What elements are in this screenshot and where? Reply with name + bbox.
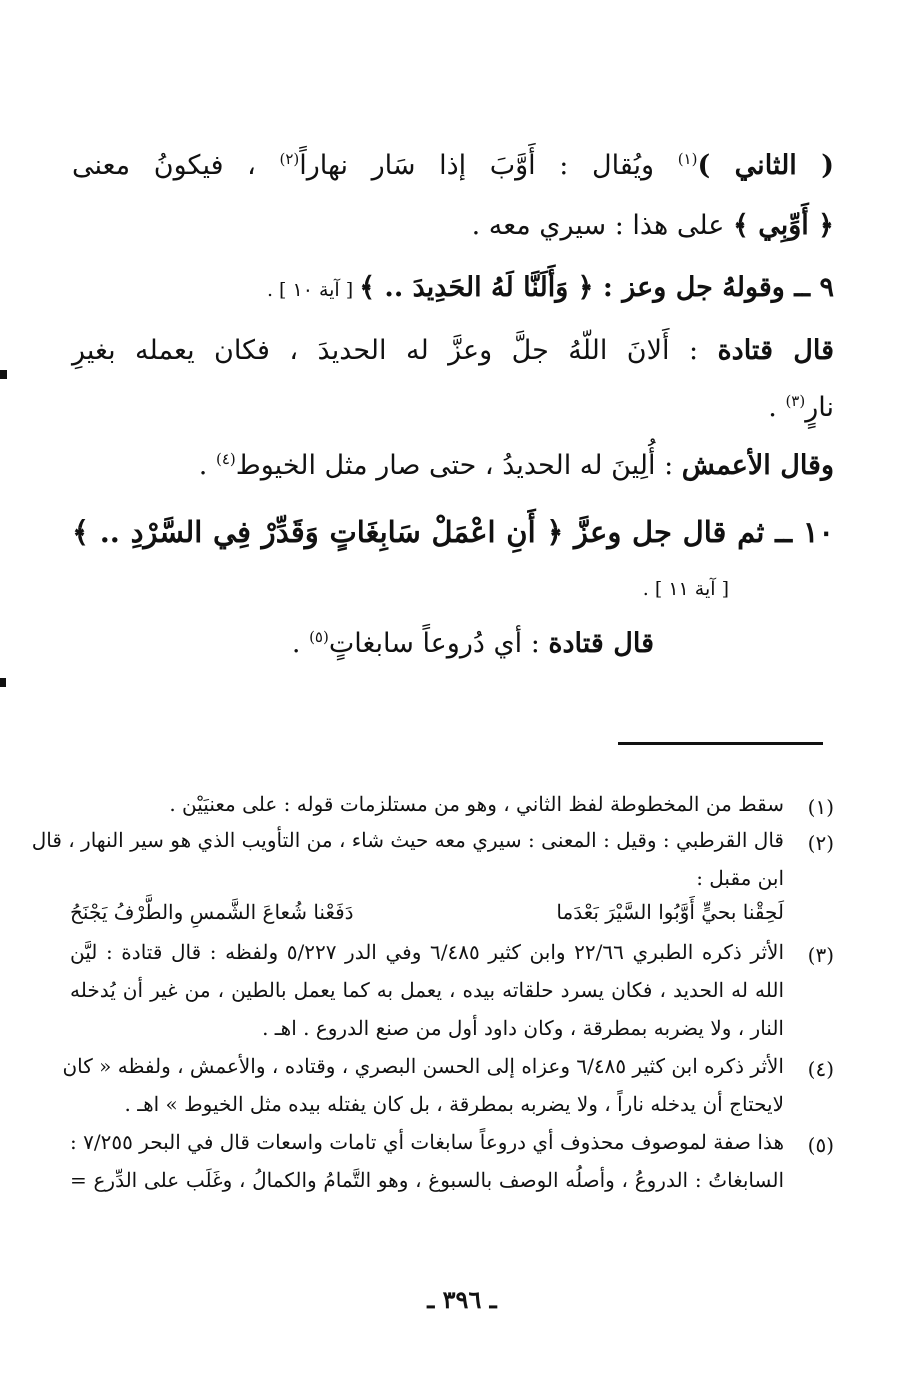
page-number: ـ ٣٩٦ ـ (427, 1285, 497, 1314)
footnote-2-line-1: قال القرطبي : وقيل : المعنى : سيري معه حيث شاء ، من التأويب الذي هو سير النهار ، قال (31, 828, 784, 852)
text-span: ويُقال : أَوَّبَ إذا سَار نهاراً (299, 150, 678, 181)
body-line-9 (292, 628, 654, 659)
text-span: : أُلِينَ له الحديدُ ، حتى صار مثل الخيوط (235, 450, 682, 481)
text-span: . (291, 628, 310, 659)
footnote-4-line-1: الأثر ذكره ابن كثير ٦/٤٨٥ وعزاه إلى الحسن البصري ، وقتاده ، والأعمش ، ولفظه « كان (62, 1054, 784, 1078)
scan-mark (0, 678, 6, 687)
quran-verse: وقولهُ جل وعز : ﴿ وَأَلَنَّا لَهُ الحَدِيدَ .. ﴾ (359, 272, 785, 303)
text-span: : أي دُروعاً سابغاتٍ (328, 628, 549, 659)
footnote-2-line-2: ابن مقبل : (696, 866, 784, 890)
footnote-number: (١) (807, 795, 834, 819)
footnote-5-line-2: السابغاتُ : الدروعُ ، وأصلُه الوصف بالسبوغ ، وهو التَّمامُ والكمالُ ، وغَلَب على الدِّرع = (70, 1168, 784, 1192)
footnote-3-line-3: النار ، ولا يضربه بمطرقة ، وكان داود أول من صنع الدروع . اهـ . (262, 1016, 784, 1040)
footnote-number: (٢) (807, 831, 834, 855)
footnote-number: (٤) (807, 1057, 834, 1081)
body-line-2 (472, 210, 834, 241)
footnote-ref: (٥) (309, 628, 329, 646)
text-span: ، فيكونُ معنى (72, 150, 280, 181)
body-line-4 (72, 335, 834, 366)
heading-word: ( الثاني ) (697, 150, 835, 181)
footnote-1-line-1: سقط من المخطوطة لفظ الثاني ، وهو من مستلزمات قوله : على معنيَيْن . (169, 792, 784, 816)
quran-word: ﴿ أَوِّبِي ﴾ (733, 210, 834, 241)
narrator-name: وقال الأعمش (681, 450, 834, 481)
footnote-ref: (٤) (215, 450, 236, 468)
scan-mark (0, 370, 7, 379)
footnote-3-line-2: الله له الحديد ، فكان يسرد حلقاته بيده ، يعمل به كما يعمل بالطين ، من غير أن يُدخله (70, 978, 784, 1002)
body-line-6 (199, 450, 834, 481)
item-number: ٩ ــ (784, 272, 834, 303)
quran-verse: ١٠ ــ ثم قال جل وعزَّ ﴿ أَنِ اعْمَلْ سَابِغَاتٍ وَقَدِّرْ فِي السَّرْدِ .. ﴾ (72, 515, 834, 549)
footnote-number: (٣) (807, 943, 834, 967)
text-span: على هذا : سيري معه . (471, 210, 733, 241)
footnote-separator (618, 742, 823, 745)
footnote-ref: (١) (677, 150, 698, 168)
poem-hemistich-1: لَحِقْنا بحيٍّ أَوَّبُوا السَّيْرَ بَعْدَما (556, 900, 784, 924)
narrator-name: قال قتادة (717, 335, 834, 366)
footnote-4-line-2: لايحتاج أن يدخله ناراً ، ولا يضربه بمطرقة ، بل كان يفتله بيده مثل الخيوط » اهـ . (124, 1092, 784, 1116)
narrator-name: قال قتادة (548, 628, 654, 659)
body-line-7 (72, 515, 834, 549)
footnote-3-line-1: الأثر ذكره الطبري ٢٢/٦٦ وابن كثير ٦/٤٨٥ وفي الدر ٥/٢٢٧ ولفظه : قال قتادة : ليَّن (70, 940, 784, 964)
footnote-number: (٥) (807, 1133, 834, 1157)
poem-hemistich-2: دَفَعْنا شُعاعَ الشَّمسِ والطَّرْفُ يَجْنَحُ (70, 900, 354, 924)
text-span: . (768, 392, 786, 423)
text-span: : أَلانَ اللّهُ جلَّ وعزَّ له الحديدَ ، فكان يعمله بغيرِ (72, 335, 718, 366)
verse-reference: [ آية ١٠ ] . (266, 279, 360, 301)
verse-reference: [ آية ١١ ] . (642, 578, 729, 600)
text-span: نارٍ (805, 392, 834, 423)
body-line-8 (643, 578, 729, 600)
footnote-5-line-1: هذا صفة لموصوف محذوف أي دروعاً سابغات أي تامات واسعات قال في البحر ٧/٢٥٥ : (70, 1130, 784, 1154)
text-span: . (198, 450, 216, 481)
body-line-3 (267, 272, 834, 303)
body-line-1 (72, 150, 834, 181)
footnote-ref: (٢) (279, 150, 300, 168)
footnote-ref: (٣) (785, 392, 806, 410)
body-line-5 (768, 392, 834, 423)
